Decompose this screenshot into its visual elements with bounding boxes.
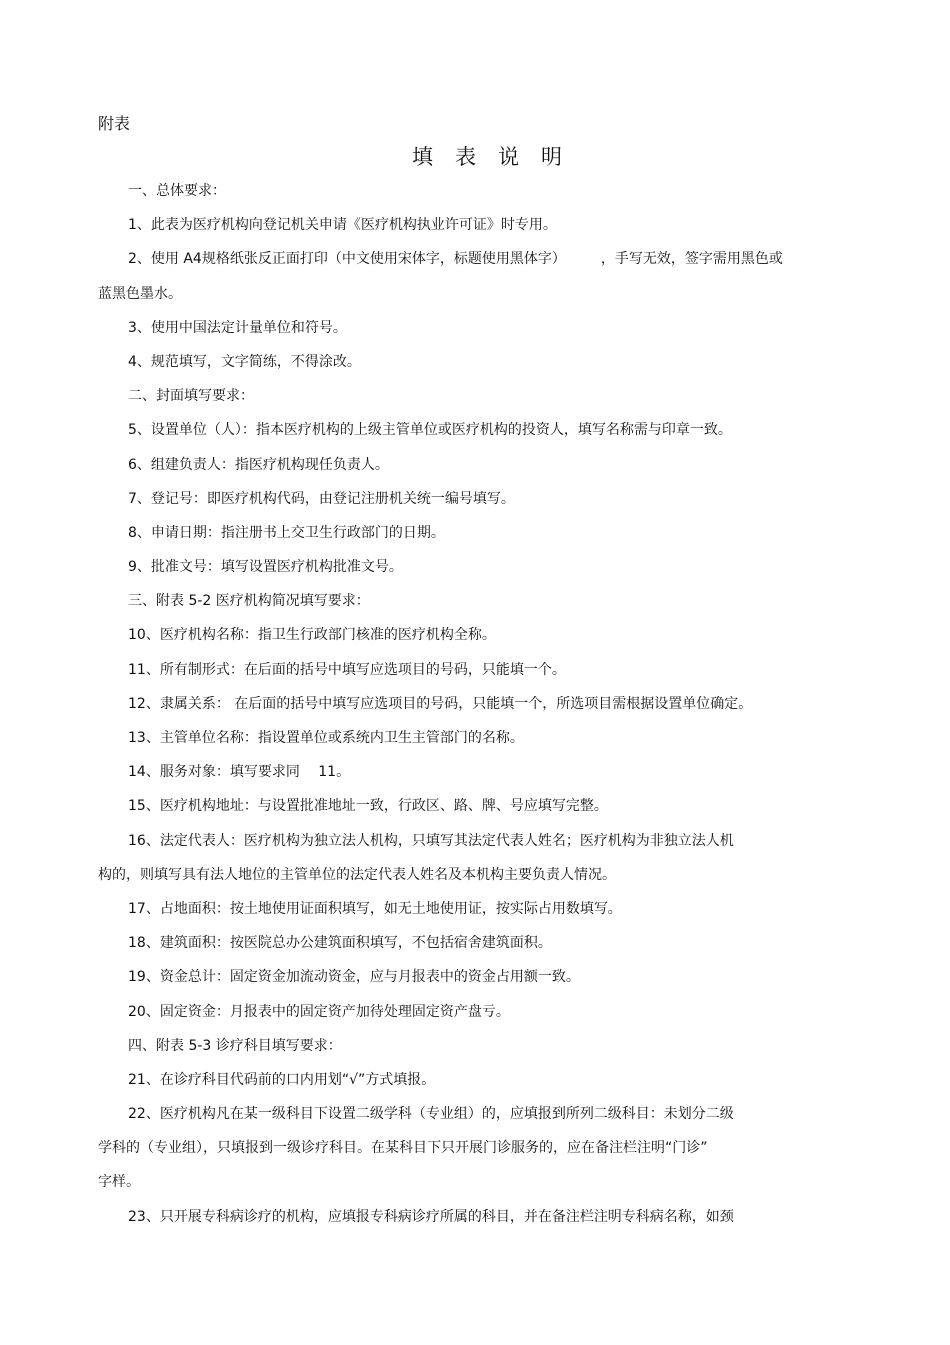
instruction-line: 15、医疗机构地址：与设置批准地址一致，行政区、路、牌、号应填写完整。 — [128, 798, 608, 815]
instruction-line: 5、设置单位（人）：指本医疗机构的上级主管单位或医疗机构的投资人，填写名称需与印章一致。 — [128, 422, 732, 439]
instruction-line: 二、封面填写要求： — [128, 388, 254, 405]
instruction-line: 一、总体要求： — [128, 183, 226, 199]
instruction-line: 16、法定代表人：医疗机构为独立法人机构，只填写其法定代表人姓名；医疗机构为非独立法人机 — [128, 832, 734, 849]
instructions-body — [98, 181, 838, 1241]
instruction-line: 1、此表为医疗机构向登记机关申请《医疗机构执业许可证》时专用。 — [128, 217, 557, 234]
instruction-line: 四、附表 5-3 诊疗科目填写要求： — [128, 1037, 342, 1054]
instruction-line: 7、登记号：即医疗机构代码，由登记注册机关统一编号填写。 — [128, 490, 515, 507]
instruction-line: 20、固定资金：月报表中的固定资产加待处理固定资产盘亏。 — [128, 1003, 510, 1020]
page-title: 填表说明 — [412, 145, 584, 169]
instruction-line: 22、医疗机构凡在某一级科目下设置二级学科（专业组）的，应填报到所列二级科目：未划分二级 — [128, 1106, 734, 1123]
instruction-line: 13、主管单位名称：指设置单位或系统内卫生主管部门的名称。 — [128, 730, 524, 746]
instruction-line: 字样。 — [98, 1174, 140, 1191]
instruction-line: 23、只开展专科病诊疗的机构，应填报专科病诊疗所属的科目，并在备注栏注明专科病名称，如颈 — [128, 1208, 734, 1225]
instruction-line: 17、占地面积：按土地使用证面积填写，如无土地使用证，按实际占用数填写。 — [128, 900, 622, 917]
instruction-line: 19、资金总计：固定资金加流动资金，应与月报表中的资金占用额一致。 — [128, 969, 580, 986]
instruction-line: 学科的（专业组），只填报到一级诊疗科目。在某科目下只开展门诊服务的，应在备注栏注明“门诊” — [98, 1140, 708, 1157]
instruction-line: 构的，则填写具有法人地位的主管单位的法定代表人姓名及本机构主要负责人情况。 — [98, 866, 616, 883]
instruction-line: 4、规范填写，文字简练，不得涂改。 — [128, 353, 361, 370]
instruction-line: 18、建筑面积：按医院总办公建筑面积填写，不包括宿舍建筑面积。 — [128, 935, 552, 952]
instruction-line: 3、使用中国法定计量单位和符号。 — [128, 319, 347, 336]
instruction-line: 11、所有制形式：在后面的括号中填写应选项目的号码，只能填一个。 — [128, 661, 566, 678]
instruction-line: 蓝黑色墨水。 — [98, 285, 182, 302]
instruction-line: 6、组建负责人：指医疗机构现任负责人。 — [128, 456, 389, 473]
attachment-label: 附表 — [98, 114, 131, 133]
instruction-line: 10、医疗机构名称：指卫生行政部门核准的医疗机构全称。 — [128, 627, 496, 644]
instruction-line: 9、批准文号：填写设置医疗机构批准文号。 — [128, 559, 403, 576]
instruction-line: 14、服务对象：填写要求同 11。 — [128, 764, 351, 781]
instruction-line: 2、使用 A4规格纸张反正面打印（中文使用宋体字，标题使用黑体字） ，手写无效，签字需用黑色或 — [128, 251, 783, 268]
instruction-line: 12、隶属关系： 在后面的括号中填写应选项目的号码，只能填一个，所选项目需根据设置单位确定。 — [128, 695, 753, 712]
instruction-line: 21、在诊疗科目代码前的口内用划“√”方式填报。 — [128, 1071, 436, 1088]
instruction-line: 三、附表 5-2 医疗机构简况填写要求： — [128, 593, 370, 610]
instruction-line: 8、申请日期：指注册书上交卫生行政部门的日期。 — [128, 524, 445, 541]
